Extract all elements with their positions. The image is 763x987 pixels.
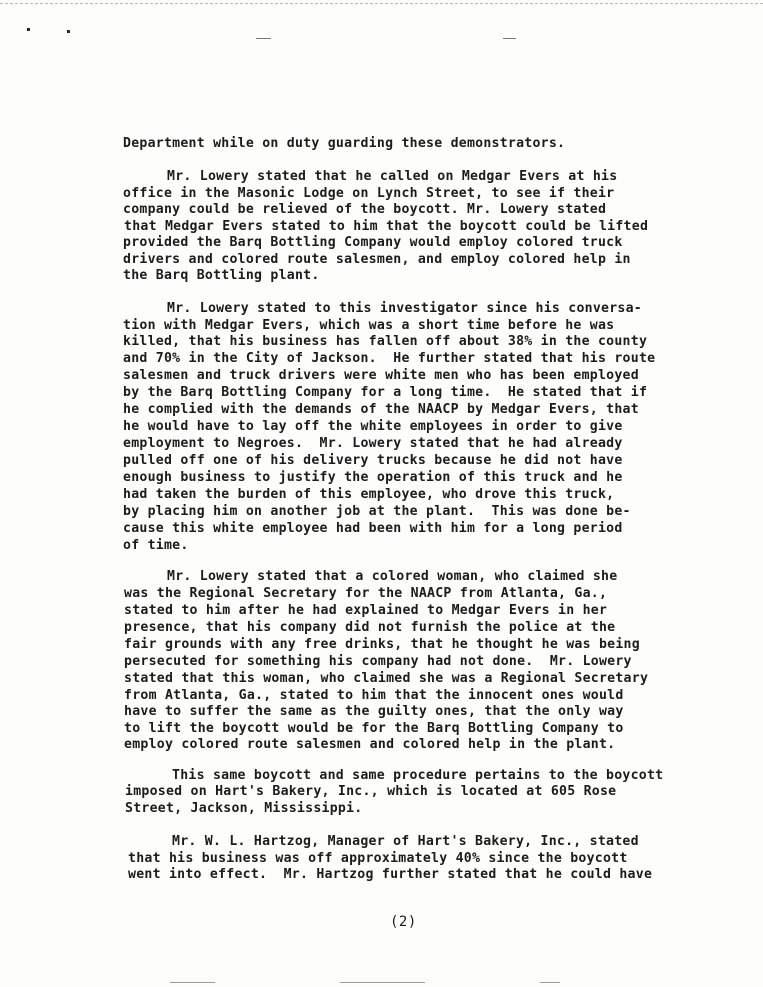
- text-line: company could be relieved of the boycott. Mr. Lowery stated: [123, 202, 607, 217]
- text-line: and 70% in the City of Jackson. He further stated that his route: [123, 351, 656, 366]
- scan-dash: [503, 38, 516, 39]
- text-line: had taken the burden of this employee, who drove this truck,: [123, 487, 615, 502]
- text-line: he complied with the demands of the NAACP by Medgar Evers, that: [123, 402, 639, 417]
- text-line: Mr. Lowery stated to this investigator since his conversa-: [167, 301, 642, 316]
- scan-dot: [67, 30, 70, 33]
- text-line: enough business to justify the operation of this truck and he: [123, 470, 623, 485]
- page-number: (2): [390, 914, 417, 930]
- top-edge-rule: [0, 3, 763, 4]
- text-line: the Barq Bottling plant.: [123, 268, 320, 283]
- text-line: salesmen and truck drivers were white men who has been employed: [123, 368, 639, 383]
- scan-dash: [256, 38, 271, 39]
- text-line: This same boycott and same procedure pertains to the boycott: [172, 768, 664, 783]
- text-line: was the Regional Secretary for the NAACP from Atlanta, Ga.,: [124, 586, 608, 601]
- text-line: Mr. Lowery stated that he called on Medgar Evers at his: [167, 169, 618, 184]
- text-line: employment to Negroes. Mr. Lowery stated that he had already: [123, 436, 623, 451]
- text-line: persecuted for something his company had not done. Mr. Lowery: [124, 654, 632, 669]
- text-line: provided the Barq Bottling Company would employ colored truck: [123, 235, 623, 250]
- text-line: from Atlanta, Ga., stated to him that the innocent ones would: [124, 688, 624, 703]
- text-line: employ colored route salesmen and colored help in the plant.: [124, 737, 616, 752]
- text-line: Mr. Lowery stated that a colored woman, who claimed she: [167, 569, 618, 584]
- scan-dot: [27, 28, 30, 31]
- text-line: went into effect. Mr. Hartzog further stated that he could have: [128, 867, 653, 882]
- text-line: presence, that his company did not furnish the police at the: [124, 620, 616, 635]
- text-line: Mr. W. L. Hartzog, Manager of Hart's Bakery, Inc., stated: [172, 834, 639, 849]
- text-line: stated that this woman, who claimed she was a Regional Secretary: [124, 671, 649, 686]
- text-line: fair grounds with any free drinks, that he thought he was being: [124, 637, 640, 652]
- text-line: Department while on duty guarding these demonstrators.: [123, 136, 566, 151]
- text-line: by placing him on another job at the plant. This was done be-: [123, 504, 631, 519]
- text-line: that his business was off approximately 40% since the boycott: [128, 851, 628, 866]
- text-line: that Medgar Evers stated to him that the boycott could be lifted: [124, 219, 649, 234]
- text-line: of time.: [123, 538, 189, 553]
- text-line: cause this white employee had been with him for a long period: [123, 521, 623, 536]
- text-line: he would have to lay off the white employees in order to give: [123, 419, 623, 434]
- text-line: have to suffer the same as the guilty ones, that the only way: [124, 704, 624, 719]
- text-line: drivers and colored route salesmen, and employ colored help in: [123, 252, 631, 267]
- text-line: by the Barq Bottling Company for a long time. He stated that if: [123, 385, 648, 400]
- text-line: pulled off one of his delivery trucks because he did not have: [123, 453, 623, 468]
- text-line: Street, Jackson, Mississippi.: [125, 801, 363, 816]
- text-line: imposed on Hart's Bakery, Inc., which is located at 605 Rose: [125, 784, 617, 799]
- text-line: to lift the boycott would be for the Barq Bottling Company to: [124, 721, 624, 736]
- text-line: killed, that his business has fallen off about 38% in the county: [123, 334, 648, 349]
- text-line: stated to him after he had explained to Medgar Evers in her: [124, 603, 608, 618]
- text-line: tion with Medgar Evers, which was a short time before he was: [123, 318, 615, 333]
- text-line: office in the Masonic Lodge on Lynch Street, to see if their: [123, 186, 615, 201]
